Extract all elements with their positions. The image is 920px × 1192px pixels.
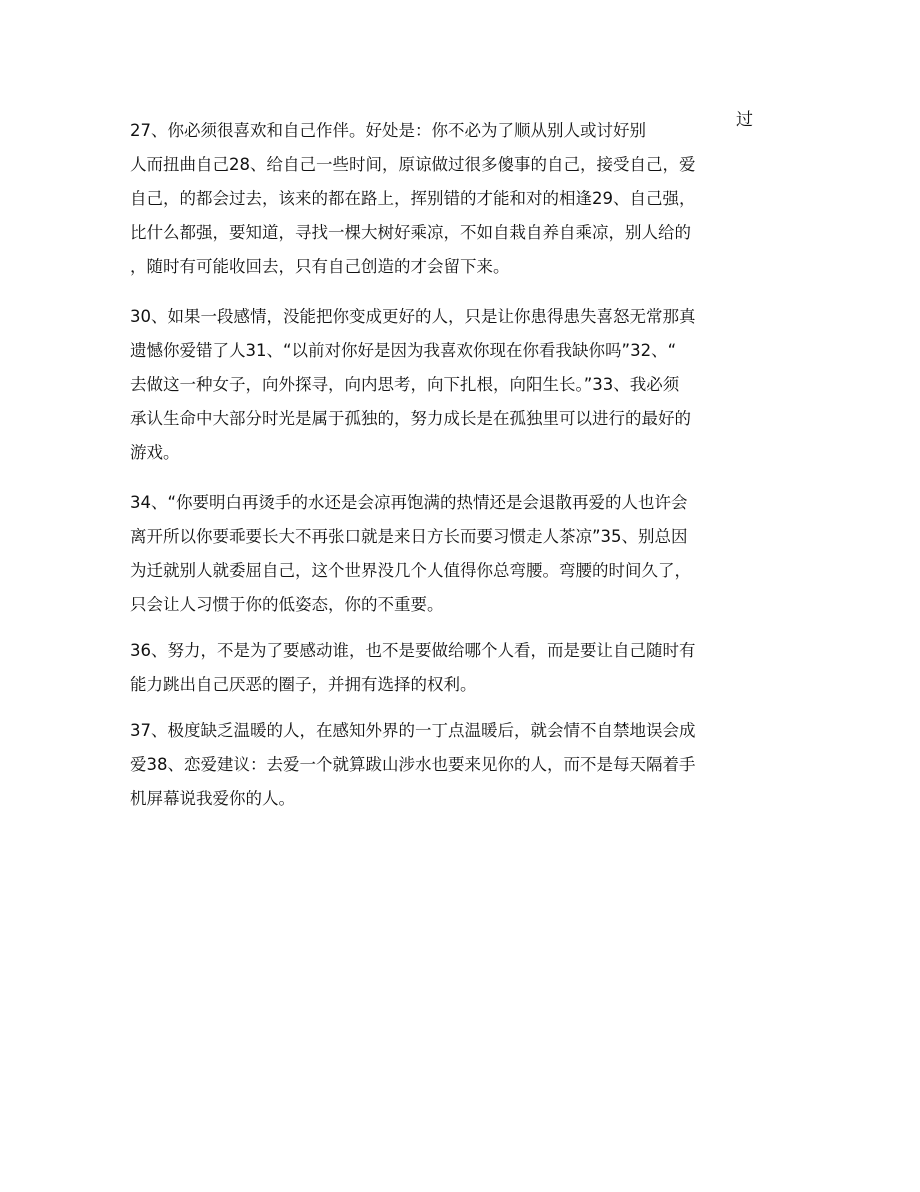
paragraph-34-35 (130, 486, 778, 622)
paragraph-30-33 (130, 300, 778, 470)
text-line: 比什么都强，要知道，寻找一棵大树好乘凉，不如自栽自养自乘凉，别人给的 (130, 223, 691, 242)
text-line: 去做这一种女子，向外探寻，向内思考，向下扎根，向阳生长。”33、我必须 (130, 375, 680, 394)
text-line: 能力跳出自己厌恶的圈子，并拥有选择的权利。 (130, 675, 477, 694)
text-line: 人而扭曲自己28、给自己一些时间，原谅做过很多傻事的自己，接受自己，爱 (130, 155, 696, 174)
text-line: 只会让人习惯于你的低姿态，你的不重要。 (130, 595, 444, 614)
stray-character: 过 (736, 110, 753, 130)
text-line: 离开所以你要乖要长大不再张口就是来日方长而要习惯走人茶凉”35、别总因 (130, 527, 688, 546)
text-line: 自己，的都会过去，该来的都在路上，挥别错的才能和对的相逢29、自己强， (130, 189, 696, 208)
paragraph-27-29 (130, 114, 778, 284)
text-line: 36、努力，不是为了要感动谁，也不是要做给哪个人看，而是要让自己随时有 (130, 641, 696, 660)
text-line: ，随时有可能收回去，只有自己创造的才会留下来。 (130, 257, 510, 276)
paragraph-36 (130, 634, 778, 702)
text-line: 30、如果一段感情，没能把你变成更好的人，只是让你患得患失喜怒无常那真 (130, 307, 696, 326)
text-line: 遗憾你爱错了人31、“以前对你好是因为我喜欢你现在你看我缺你吗”32、“ (130, 341, 677, 360)
text-line: 34、“你要明白再烫手的水还是会凉再饱满的热情还是会退散再爱的人也许会 (130, 493, 688, 512)
text-line: 承认生命中大部分时光是属于孤独的，努力成长是在孤独里可以进行的最好的 (130, 409, 691, 428)
text-line: 机屏幕说我爱你的人。 (130, 789, 295, 808)
text-line: 37、极度缺乏温暖的人，在感知外界的一丁点温暖后，就会情不自禁地误会成 (130, 721, 696, 740)
text-line: 游戏。 (130, 443, 180, 462)
text-line: 为迁就别人就委屈自己，这个世界没几个人值得你总弯腰。弯腰的时间久了， (130, 561, 691, 580)
text-line: 爱38、恋爱建议：去爱一个就算跋山涉水也要来见你的人，而不是每天隔着手 (130, 755, 696, 774)
text-line: 27、你必须很喜欢和自己作伴。好处是：你不必为了顺从别人或讨好别 (130, 121, 646, 140)
paragraph-37-38 (130, 714, 778, 816)
